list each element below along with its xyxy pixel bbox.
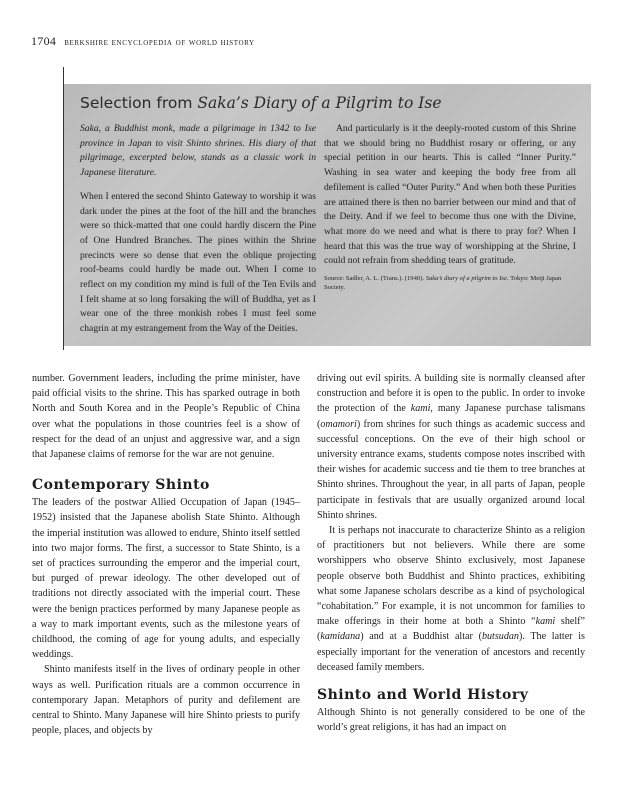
source-title: Saka’s diary of a pilgrim to Ise. (425, 275, 509, 283)
body-paragraph: Shinto manifests itself in the lives of ordinary people in other ways as well. Purification rituals are a common occurrence in contemporary Japan. Metaphors of purity and defilement are central to Shinto. Many Japanese will hire Shinto priests to purify people, places, and objects by (32, 664, 300, 737)
text-run: driving out evil spirits. A building site is normally cleansed after construction and before it is open to the public. In order to invoke the protection of the (317, 373, 585, 415)
sidebar-title (80, 94, 442, 112)
sidebar-left-column (80, 122, 316, 337)
term-kamidana: kamidana (320, 631, 361, 643)
text-run: , many Japanese purchase talismans ( (317, 403, 585, 430)
body-left-column (32, 371, 300, 738)
body-right-column (317, 371, 585, 735)
page-number: 1704 (31, 34, 57, 48)
sidebar-quote-2: And particularly is it the deeply-rooted custom of this Shrine that we should bring no Buddhist rosary or offering, or any special petition in our hearts. This is called “Inner Purity.” Washing in sea water and keeping the body free from all defilement is called “Outer Purity.” And when both these Purities are attained there is then no barrier between our mind and that of the Deity. And if we feel to become thus one with the Divine, what more do we need and what is there to pray for? When I heard that this was the true way of worshipping at the Shrine, I could not refrain from shedding tears of gratitude. (324, 123, 576, 267)
body-paragraph (317, 371, 585, 523)
term-kami: kami (410, 403, 431, 415)
sidebar-title-prefix: Selection from (80, 94, 198, 112)
source-prefix: Source: Sadler, A. L. (Trans.). (1940). (324, 275, 425, 283)
body-paragraph: Although Shinto is not generally considered to be one of the world’s great religions, it has had an impact on (317, 707, 585, 734)
body-paragraph (317, 523, 585, 675)
running-head (31, 34, 255, 49)
section-heading-contemporary-shinto: Contemporary Shinto (32, 477, 210, 494)
text-run: ) from shrines for such things as academic success and successful conceptions. On the eve of their high school or university entrance exams, students compose notes inscribed with their wishes for academic success and tie them to tree branches at Shinto shrines. Throughout the year, in all parts of Japan, people participate in festivals that are usually organized around local Shinto shrines. (317, 418, 585, 521)
text-run: It is perhaps not inaccurate to characterize Shinto as a religion of practitioners but not believers. While there are some worshippers who observe Shinto exclusively, most Japanese people observe both Buddhist and Shinto practices, exhibiting what some Japanese scholars describe as a kind of psychological “cohabitation.” For example, it is not uncommon for families to make offerings in their home at both a Shinto “ (317, 525, 585, 628)
sidebar-quote-1: When I entered the second Shinto Gateway to worship it was dark under the pines at the foot of the hill and the branches were so thick-matted that one could hardly discern the Pine of One Hundred Branches. The pines within the Shrine precincts were so dense that even the oblique projecting roof-beams could hardly be made out. When I come to reflect on my condition my mind is full of the Ten Evils and I felt shame at so long forsaking the will of Buddha, yet as I wear one of the three monkish robes I must feel some chagrin at my estrangement from the Way of the Deities. (80, 190, 316, 335)
source-suffix: Tokyo: Meiji Japan Society. (324, 275, 562, 292)
sidebar-intro: Saka, a Buddhist monk, made a pilgrimage in 1342 to Ise province in Japan to visit Shinto shrines. His diary of that pilgrimage, excerpted below, stands as a classic work in Japanese literature. (80, 123, 316, 179)
term-kami-shelf: kami (535, 616, 556, 628)
sidebar-box (64, 84, 591, 346)
text-run: ). The latter is especially important for the veneration of ancestors and recently deceased family members. (317, 631, 585, 673)
text-run: ) and at a Buddhist altar ( (360, 631, 482, 643)
sidebar-right-column (324, 122, 576, 292)
body-paragraph: number. Government leaders, including the prime minister, have paid official visits to the shrine. This has sparked outrage in both North and South Korea and in the People’s Republic of China over what the populations in those countries feel is a show of respect for the dead of an unjust and aggressive war, and a sign that Japanese claims of remorse for the war are not genuine. (32, 373, 300, 461)
sidebar-source (324, 274, 576, 292)
running-title: berkshire encyclopedia of world history (64, 37, 255, 48)
section-heading-shinto-and-world-history: Shinto and World History (317, 687, 529, 704)
text-run: shelf” ( (317, 616, 586, 643)
term-omamori: omamori (320, 418, 357, 430)
term-butsudan: butsudan (481, 631, 519, 643)
body-paragraph: The leaders of the postwar Allied Occupation of Japan (1945–1952) insisted that the Japanese abolish State Shinto. Although the imperial institution was allowed to endure, Shinto itself settled into two major forms. The first, a successor to State Shinto, is a set of practices surrounding the emperor and the imperial court, but purged of prewar ideology. The other developed out of traditions not directly associated with the imperial court. These were the benign practices performed by many Japanese people as a way to mark important events, such as the milestone years of childhood, the coming of age for young adults, and especially weddings. (32, 497, 300, 661)
sidebar-title-work: Saka’s Diary of a Pilgrim to Ise (197, 94, 442, 112)
